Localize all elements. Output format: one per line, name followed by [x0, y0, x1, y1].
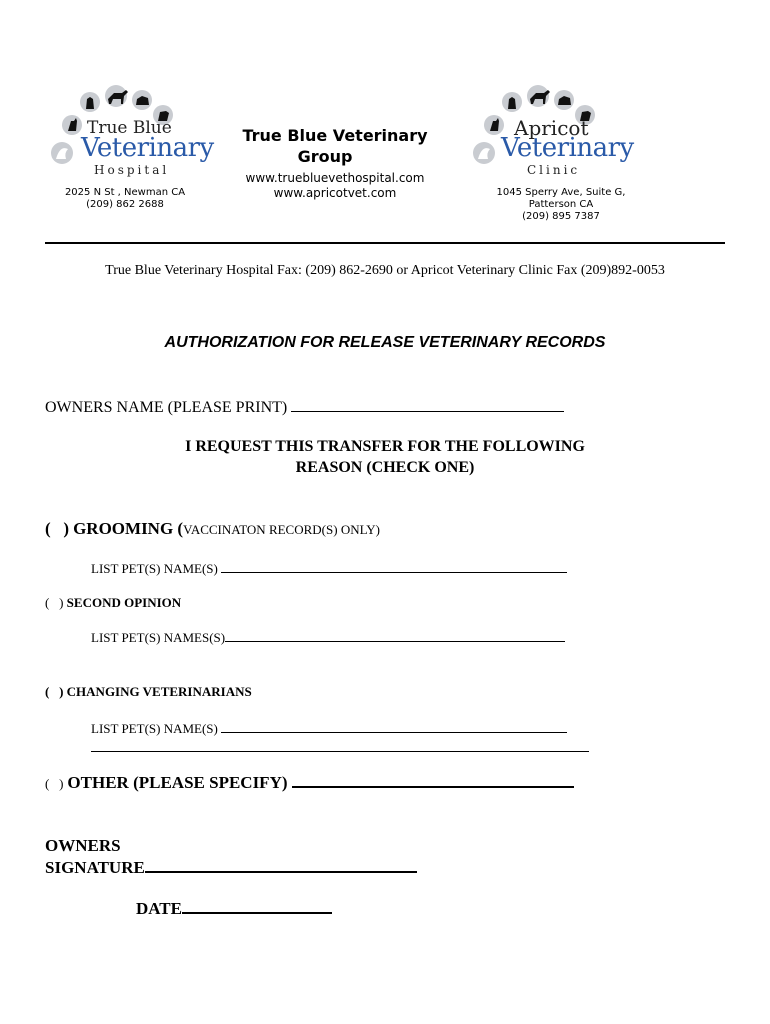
group-title-line2: Group [297, 147, 353, 166]
logo-word-veterinary: Veterinary [81, 133, 214, 163]
changing-vets-pets-field-line2[interactable] [91, 751, 589, 752]
grooming-pets-field[interactable] [221, 560, 567, 573]
signature-field[interactable] [145, 857, 417, 873]
group-title-line1: True Blue Veterinary [242, 126, 428, 145]
right-address-line1: 1045 Sperry Ave, Suite G, [496, 187, 626, 198]
group-header [218, 125, 452, 201]
website-true-blue[interactable]: www.truebluevethospital.com [245, 171, 425, 185]
option-second-opinion [45, 595, 181, 611]
second-opinion-pets-row [91, 629, 565, 646]
second-opinion-label: SECOND OPINION [66, 595, 182, 610]
changing-vets-label: CHANGING VETERINARIANS [66, 684, 252, 699]
request-line1: I REQUEST THIS TRANSFER FOR THE FOLLOWING [185, 438, 585, 455]
owner-name-field[interactable] [291, 397, 564, 412]
second-opinion-pets-field[interactable] [225, 629, 565, 642]
request-line2: REASON (CHECK ONE) [295, 459, 475, 476]
grooming-checkbox[interactable]: ( ) [45, 519, 70, 538]
website-apricot[interactable]: www.apricotvet.com [273, 186, 397, 200]
left-address-line1: 2025 N St , Newman CA [64, 187, 186, 198]
changing-vets-pets-label: LIST PET(S) NAME(S) [91, 721, 218, 736]
grooming-note: VACCINATON RECORD(S) ONLY) [183, 522, 380, 537]
logo-word-true-blue: True Blue [87, 118, 172, 138]
logo-word-clinic: Clinic [527, 163, 581, 177]
signature-block [45, 835, 417, 879]
second-opinion-checkbox[interactable]: ( ) [45, 595, 64, 610]
fax-line: True Blue Veterinary Hospital Fax: (209) 862-2690 or Apricot Veterinary Clinic Fax (209)892-0053 [105, 263, 665, 278]
other-label: OTHER (PLEASE SPECIFY) [67, 773, 288, 792]
date-row [136, 898, 332, 919]
date-label: DATE [136, 899, 182, 918]
owner-name-row [45, 397, 564, 417]
changing-vets-pets-field[interactable] [221, 720, 567, 733]
right-clinic-address [466, 187, 656, 223]
signature-label-line2: SIGNATURE [45, 858, 145, 877]
logo-word-veterinary-right: Veterinary [501, 133, 634, 163]
grooming-pets-row [91, 560, 567, 577]
other-specify-field[interactable] [292, 772, 574, 788]
form-title: AUTHORIZATION FOR RELEASE VETERINARY RECORDS [164, 334, 606, 351]
apricot-logo [472, 85, 634, 180]
date-field[interactable] [182, 898, 332, 914]
true-blue-logo [50, 85, 214, 180]
option-grooming [45, 519, 380, 539]
logo-word-apricot: Apricot [514, 116, 589, 140]
grooming-label: GROOMING ( [73, 519, 184, 538]
right-address-line2: Patterson CA [528, 199, 594, 210]
option-other [45, 772, 574, 793]
request-heading [45, 436, 725, 478]
signature-label-line1: OWNERS [45, 836, 121, 855]
left-address-line2: (209) 862 2688 [86, 199, 164, 210]
right-address-line3: (209) 895 7387 [522, 211, 600, 222]
owner-name-label: OWNERS NAME (PLEASE PRINT) [45, 399, 288, 416]
changing-vets-pets-row [91, 720, 567, 737]
left-clinic-address [45, 187, 205, 211]
second-opinion-pets-label: LIST PET(S) NAMES(S) [91, 630, 226, 645]
header-divider [45, 242, 725, 244]
option-changing-vets [45, 684, 252, 700]
changing-vets-checkbox[interactable]: ( ) [45, 684, 64, 699]
other-checkbox[interactable]: ( ) [45, 776, 64, 791]
grooming-pets-label: LIST PET(S) NAME(S) [91, 561, 218, 576]
logo-word-hospital: Hospital [94, 163, 170, 177]
